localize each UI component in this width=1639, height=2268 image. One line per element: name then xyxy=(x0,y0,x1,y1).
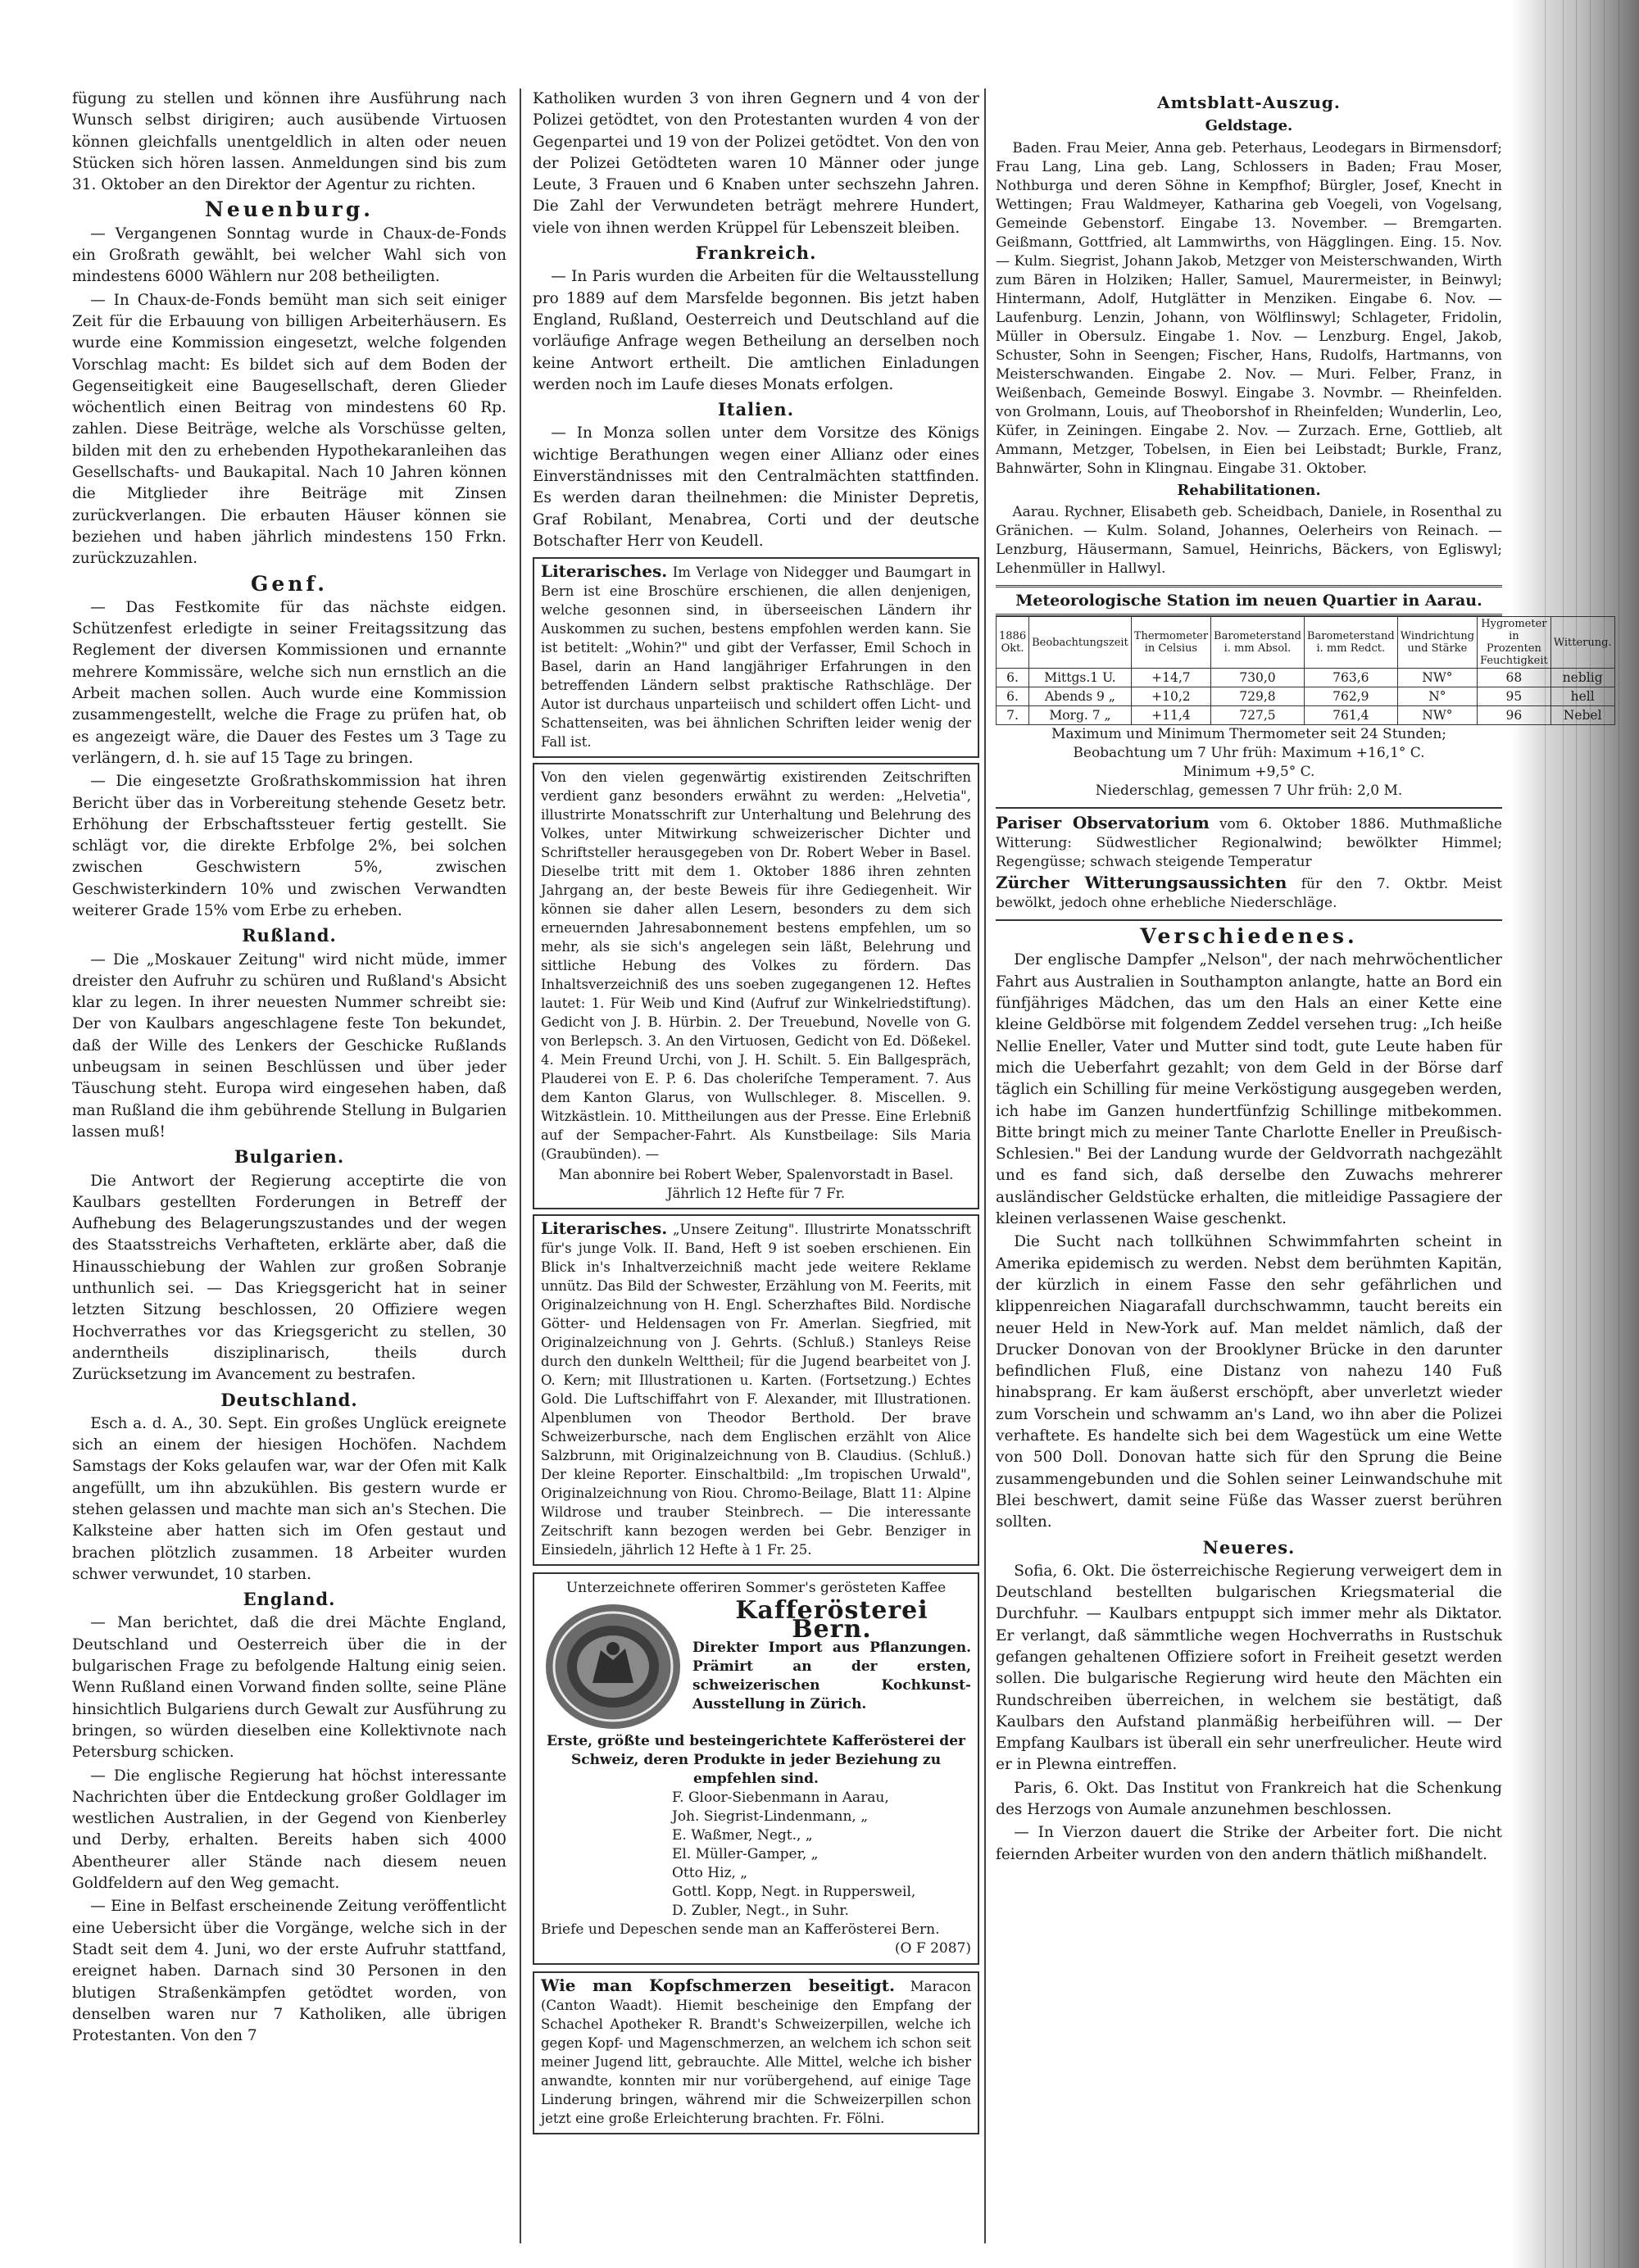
ad-vendor: F. Gloor-Siebenmann in Aarau, xyxy=(672,1789,889,1807)
table-cell: +11,4 xyxy=(1131,706,1210,725)
subheading-rehabilitationen: Rehabilitationen. xyxy=(1177,481,1321,499)
table-cell: 96 xyxy=(1478,706,1551,725)
table-header: Barometerstand i. mm Absol. xyxy=(1211,617,1305,669)
paragraph: — Die „Moskauer Zeitung" wird nicht müde, immer dreister den Aufruhr zu schüren und Rußland's Absicht klar zu legen. In ihrer neuesten Nummer schreibt sie: Der von Kaulbars angeschlagene feste Ton bekundet, daß der Wille des Lenkers der Geschicke Rußlands unbeugsam in seinen Beschlüssen und über jeder Täuschung steht. Europa wird eingesehen haben, daß man Rußland die ihm gebührende Stellung in Bulgarien lassen muß! xyxy=(72,950,506,1141)
ad-vendor: El. Müller-Gamper, „ xyxy=(672,1846,819,1863)
table-cell: hell xyxy=(1550,687,1614,706)
table-cell: Abends 9 „ xyxy=(1029,687,1132,706)
notice-label: Literarisches. xyxy=(541,1218,668,1239)
section-heading-neuenburg: Neuenburg. xyxy=(204,197,375,222)
paragraph: — In Monza sollen unter dem Vorsitze des Königs wichtige Berathungen wegen einer Allianz oder eines Einverständnisses mit den Centralmächten stattfinden. Es werden daran theilnehmen: die Minister Depretis, Graf Robilant, Menabrea, Corti und der deutsche Botschafter Herr von Keudell. xyxy=(533,424,979,550)
table-header: Barometerstand i. mm Redct. xyxy=(1304,617,1397,669)
forecast-label: Zürcher Witterungsaussichten xyxy=(996,873,1287,893)
paragraph: — Vergangenen Sonntag wurde in Chaux-de-Fonds ein Großrath gewählt, bei welcher Wahl sich von mindestens 6000 Wählern nur 208 betheiligten. xyxy=(72,225,506,286)
table-cell: 68 xyxy=(1478,669,1551,687)
ad-vendor: E. Waßmer, Negt., „ xyxy=(672,1827,813,1844)
weather-note: Maximum und Minimum Thermometer seit 24 Stunden; xyxy=(1051,726,1447,743)
divider xyxy=(996,919,1502,921)
paragraph: Die Antwort der Regierung acceptirte die von Kaulbars gestellten Forderungen in Betreff der Aufhebung des Belagerungszustandes und der wegen des Staatsstreichs Verhafteten, erklärte aber, daß die Hinausschiebung der Wahlen zur großen Sobranje unthunlich sei. — Das Kriegsgericht hat in seiner letzten Sitzung beschlossen, 20 Offiziere wegen Hochverrathes vor das Kriegsgericht zu stellen, 30 anderntheils disziplinarisch, theils durch Zurücksetzung im Avancement zu bestrafen. xyxy=(72,1172,506,1384)
table-header: 1886 Okt. xyxy=(997,617,1029,669)
paragraph: — Das Festkomite für das nächste eidgen. Schützenfest erledigte in seiner Freitagssitzung das Reglement der diversen Kommissionen und ernannte mehrere Kommissäre, welche sich nun ernstlich an die Arbeit machen sollen. Auch wurde eine Kommission zusammengestellt, welche die Frage zu prüfen hat, ob es angezeigt wäre, die Dauer des Festes um 3 Tage zu verlängern, d. h. sie auf 15 Tage zu bringen. xyxy=(72,598,506,767)
table-cell: 95 xyxy=(1478,687,1551,706)
weather-note: Niederschlag, gemessen 7 Uhr früh: 2,0 M. xyxy=(1095,782,1403,800)
weather-note: Minimum +9,5° C. xyxy=(1183,764,1315,781)
observatory-text: vom 6. Oktober 1886. Muthmaßliche Witterung: Südwestlicher Regionalwind; bewölkter Himmel; Regengüsse; schwach steigende Temperatur xyxy=(996,816,1502,871)
paragraph: Baden. Frau Meier, Anna geb. Peterhaus, Leodegars in Birmensdorf; Frau Lang, Lina geb. Lang, Schlossers in Baden; Frau Moser, Nothburga und deren Söhne in Kempfhof; Bürgler, Josef, Knecht in Wettingen; Frau Waldmeyer, Katharina geb Voegeli, von Vogelsang, Gemeinde Gebenstorf. Eingabe 13. November. — Bremgarten. Geißmann, Gottfried, alt Lammwirths, von Hägglingen. Eing. 15. Nov. — Kulm. Siegrist, Johann Jakob, Metzger von Meisterschwanden, Wirth zum Bären in Holziken; Haller, Samuel, Maurermeister, in Beinwyl; Hintermann, Adolf, Hutglätter in Menziken. Eingabe 6. Nov. — Laufenburg. Lenzin, Johann, von Wölflinswyl; Schlageter, Fridolin, Müller in Obersulz. Eingabe 1. Nov. — Lenzburg. Engel, Jakob, Schuster, Sohn in Seengen; Fischer, Hans, Rudolfs, Hartmanns, von Meisterschwanden. Eingabe 2. Nov. — Muri. Felber, Franz, in Weißenbach, Gemeinde Boswyl. Eingabe 3. Novmbr. — Rheinfelden. von Grolmann, Louis, auf Theoborshof in Rheinfelden; Wunderlin, Leo, Küfer, in Zeiningen. Eingabe 2. Nov. — Zurzach. Erne, Gottlieb, alt Ammann, Metzger, Tobelsen, in Eien bei Leibstadt; Burkle, Franz, Bahnwärter, Sohn in Klingnau. Eingabe 31. Oktober. xyxy=(996,139,1502,477)
paragraph: — Die eingesetzte Großrathskommission hat ihren Bericht über das in Vorbereitung stehende Gesetz betr. Erhöhung der Erbschaftssteuer fertig gestellt. Sie schlägt vor, die direkte Erbfolge 2%, bei solchen zwischen Geschwistern 5%, zwischen Geschwisterkindern 10% und zwischen Verwandten weiterer Grade 15% vom Erbe zu erheben. xyxy=(72,773,506,919)
divider xyxy=(996,807,1502,809)
section-heading-bulgarien: Bulgarien. xyxy=(234,1146,345,1168)
table-cell: N° xyxy=(1397,687,1477,706)
paragraph: — In Paris wurden die Arbeiten für die Weltausstellung pro 1889 auf dem Marsfelde begonnen. Bis jetzt haben England, Rußland, Oesterreich und Deutschland auf die vorläufige Anfrage wegen Betheilung an derselben noch keine Antwort ertheilt. Die amtlichen Einladungen werden noch im Laufe dieses Monats erfolgen. xyxy=(533,268,979,393)
notice-text xyxy=(541,562,971,751)
table-cell: 730,0 xyxy=(1211,669,1305,687)
ad-vendor: Otto Hiz, „ xyxy=(672,1865,748,1882)
paragraph: Katholiken wurden 3 von ihren Gegnern und 4 von der Polizei getödtet, von den Protestanten wurden 4 von der Gegenpartei und 19 von der Polizei getödtet. Von den von der Polizei Getödteten waren 10 Männer oder junge Leute, 3 Frauen und 6 Knaben unter sechszehn Jahren. Die Zahl der Verwundeten beträgt mehrere Hundert, viele von ihnen werden Krüppel für Lebenszeit bleiben. xyxy=(533,90,979,237)
paragraph: — In Vierzon dauert die Strike der Arbeiter fort. Die nicht feiernden Arbeiter wurden von den andern thätlich mißhandelt. xyxy=(996,1824,1502,1863)
table-cell: 729,8 xyxy=(1211,687,1305,706)
section-heading-amtsblatt: Amtsblatt-Auszug. xyxy=(1157,93,1341,112)
paragraph: Der englische Dampfer „Nelson", der nach mehrwöchentlicher Fahrt aus Australien in Southampton anlangte, hatte an Bord ein fünfjähriges Mädchen, das um den Hals an einer Kette eine kleine Geldbörse mit folgendem Zeddel versehen trug: „Ich heiße Nellie Eneller, Vater und Mutter sind todt, gute Leute haben für mich die Ueberfahrt gezahlt; von dem Geld in der Börse darf täglich ein Schilling für meine Verköstigung ausgegeben werden, ich habe im Ganzen hundertfünfzig Schillinge mitbekommen. Bitte bringt mich zu meiner Tante Charlotte Eneller in Preußisch-Schlesien." Bei der Landung wurde der Geldvorrath nachgezählt und es fand sich, daß derselbe den Zuwachs mehrerer ausländischer Geldstücke erhalten, die mitleidige Passagiere der kleinen verlassenen Waise geschenkt. xyxy=(996,951,1502,1228)
notice-text xyxy=(541,1976,971,2128)
paragraph: — Man berichtet, daß die drei Mächte England, Deutschland und Oesterreich über die in der bulgarischen Frage zu befolgende Haltung einig seien. Wenn Rußland einen Vorwand finden sollte, seine Pläne hinsichtlich Bulgariens durch Gewalt zur Ausführung zu bringen, so würden dieselben eine Kollektivnote nach Petersburg schicken. xyxy=(72,1614,506,1762)
table-cell: +10,2 xyxy=(1131,687,1210,706)
table-cell: Morg. 7 „ xyxy=(1029,706,1132,725)
ad-code: (O F 2087) xyxy=(894,1940,971,1957)
paragraph xyxy=(996,873,1502,913)
section-heading-verschiedenes: Verschiedenes. xyxy=(1140,924,1358,949)
ad-line: Erste, größte und besteingerichtete Kafferösterei der Schweiz, deren Produkte in jeder Beziehung zu empfehlen sind. xyxy=(547,1733,965,1788)
table-cell: 761,4 xyxy=(1304,706,1397,725)
award-medal-icon xyxy=(541,1601,684,1732)
ad-footer: Briefe und Depeschen sende man an Kafferösterei Bern. xyxy=(541,1921,940,1939)
section-heading-deutschland: Deutschland. xyxy=(220,1389,358,1410)
table-header: Beobachtungszeit xyxy=(1029,617,1132,669)
section-heading-genf: Genf. xyxy=(251,571,328,596)
table-header-row xyxy=(997,617,1615,669)
table-cell: NW° xyxy=(1397,669,1477,687)
section-heading-frankreich: Frankreich. xyxy=(695,243,817,264)
table-row xyxy=(997,706,1615,725)
notice-label: Wie man Kopfschmerzen beseitigt. xyxy=(541,1975,895,1996)
weather-table xyxy=(996,616,1615,725)
table-header: Witterung. xyxy=(1550,617,1614,669)
paragraph: — In Chaux-de-Fonds bemüht man sich seit einiger Zeit für die Erbauung von billigen Arbeiterhäusern. Es wurde eine Kommission eingesetzt, welche folgenden Vorschlag macht: Es bildet sich auf dem Boden der Gegenseitigkeit eine Baugesellschaft, deren Glieder wöchentlich einen Beitrag von mindestens 60 Rp. zahlen. Diese Beiträge, welche als Vorschüsse gelten, bilden mit den zu erhebenden Hypothekaranleihen das Gesellschafts- und Baukapital. Nach 10 Jahren können die Mitglieder ihre Beiträge mit Zinsen zurückverlangen. Die erbauten Häuser können sie beziehen und haben jährlich mindestens 150 Frkn. zurückzuzahlen. xyxy=(72,291,506,568)
column-1 xyxy=(72,88,506,2048)
ad-brand-name: Kafferösterei Bern. xyxy=(735,1596,928,1644)
table-cell: neblig xyxy=(1550,669,1614,687)
paragraph: Die Sucht nach tollkühnen Schwimmfahrten scheint in Amerika epidemisch zu werden. Nebst dem berühmten Kapitän, der kürzlich in einem Fasse den sehr gefährlichen und klippenreichen Niagarafall durchschwammn, taucht bereits ein neuer Held in New-York auf. Man meldet nämlich, daß der Drucker Donovan von der Brooklyner Brücke in den darunter befindlichen Fluß, eine Distanz von nahezu 140 Fuß hinabsprang. Er kam äußerst erschöpft, aber unverletzt wieder zum Vorschein und schwamm an's Land, wo ihn aber die Polizei verhaftete. Es handelte sich bei dem Wagestück um eine Wette von 500 Doll. Donovan hatte sich für den Sprung die Beine zusammengebunden und die Sohlen seiner Leinwandschuhe mit Blei beschwert, damit seine Füße das Wasser zuerst berühren sollten. xyxy=(996,1233,1502,1531)
paragraph: — Die englische Regierung hat höchst interessante Nachrichten über die Entdeckung großer Goldlager im westlichen Australien, in der Gegend von Kienberley und Derby, erhalten. Bereits haben sich 4000 Abentheurer aller Stände nach diesem neuen Goldfeldern auf den Weg gemacht. xyxy=(72,1767,506,1893)
table-header: Windrichtung und Stärke xyxy=(1397,617,1477,669)
table-header: Hygrometer in Prozenten Feuchtigkeit xyxy=(1478,617,1551,669)
section-heading-russland: Rußland. xyxy=(242,925,337,946)
table-cell: 763,6 xyxy=(1304,669,1397,687)
literary-notice-2 xyxy=(533,1214,979,1566)
table-cell: Nebel xyxy=(1550,706,1614,725)
paragraph: Sofia, 6. Okt. Die österreichische Regierung verweigert dem in Deutschland bestellten bulgarischen Kriegsmaterial die Durchfuhr. — Kaulbars entpuppt sich immer mehr als Diktator. Er verlangt, daß sämmtliche wegen Hochverraths in Rustschuk gefangen gehaltenen Offiziere sofort in Freiheit gesetzt werden sollen. Die bulgarische Regierung wird heute den Mächten ein Rundschreiben überreichen, in welchem sie bestätigt, daß Kaulbars den Aufstand planmäßig herbeiführen will. — Der Empfang Kaulbars ist überall ein sehr unerfreulicher. Heute wird er in Plewna eintreffen. xyxy=(996,1562,1502,1774)
literary-notice-1 xyxy=(533,557,979,758)
coffee-advertisement xyxy=(533,1572,979,1965)
headache-advertisement xyxy=(533,1971,979,2134)
table-row xyxy=(997,669,1615,687)
helvetia-notice xyxy=(533,763,979,1209)
column-rule xyxy=(520,88,521,2243)
table-cell: 762,9 xyxy=(1304,687,1397,706)
notice-body: „Unsere Zeitung". Illustrirte Monatsschrift für's junge Volk. II. Band, Heft 9 ist soeben erschienen. Ein Blick in's Inhaltverzeichniß macht jede weitere Reklame unnütz. Das Bild der Schwester, Erzählung von M. Feerits, mit Originalzeichnung von H. Engl. Scherzhaftes Bild. Nordische Götter- und Heldensagen von Fr. Amerlan. Siegfried, mit Originalzeichnung von J. Gehrts. (Schluß.) Stanleys Reise durch den dunkeln Welttheil; für die Jugend bearbeitet von J. O. Kern; mit Illustrationen u. Karten. (Fortsetzung.) Echtes Gold. Die Luftschiffahrt von F. Alexander, mit Illustrationen. Alpenblumen von Theodor Berthold. Der brave Schweizerbursche, nach dem Englischen erzählt von Alice Salzbrunn, mit Originalzeichnung von B. Claudius. (Schluß.) Der kleine Reporter. Einschaltbild: „Im tropischen Urwald", Originalzeichnung von Riou. Chromo-Beilage, Blatt 11: Alpine Wildrose und trauber Steinbrech. — Die interessante Zeitschrift kann bezogen werden bei Gebr. Benziger in Einsiedeln, jährlich 12 Hefte à 1 Fr. 25. xyxy=(541,1222,971,1558)
newspaper-page xyxy=(72,88,1612,2243)
column-rule xyxy=(984,88,986,2243)
notice-text xyxy=(541,1219,971,1559)
ad-intro: Unterzeichnete offeriren Sommer's gerösteten Kaffee xyxy=(565,1580,947,1597)
ad-line: Direkter Import aus Pflanzungen. Prämirt an der ersten, schweizerischen Kochkunst-Ausstellung in Zürich. xyxy=(692,1640,971,1713)
section-heading-italien: Italien. xyxy=(717,399,795,420)
table-cell: 6. xyxy=(997,669,1029,687)
weather-note: Beobachtung um 7 Uhr früh: Maximum +16,1° C. xyxy=(1073,745,1425,762)
ad-vendor: Joh. Siegrist-Lindenmann, „ xyxy=(672,1808,869,1826)
table-cell: 6. xyxy=(997,687,1029,706)
notice-body: Von den vielen gegenwärtig existirenden Zeitschriften verdient ganz besonders erwähnt zu werden: „Helvetia", illustrirte Monatsschrift zur Unterhaltung und Belehrung des Volkes, unter Mitwirkung schweizerischer Dichter und Schriftsteller herausgegeben von Dr. Robert Weber in Basel. Dieselbe tritt mit dem 1. Oktober 1886 ihren zehnten Jahrgang an, der beste Beweis für ihre Gediegenheit. Wir können sie daher allen Lesern, besonders zu dem sich erneuernden Jahresabonnement bestens empfehlen, um so mehr, als sie sich's angelegen sein läßt, Belehrung und sittliche Hebung des Volkes zu fördern. Das Inhaltsverzeichniß des uns soeben zugegangenen 12. Heftes lautet: 1. Für Weib und Kind (Aufruf zur Winkelriedstiftung). Gedicht von J. B. Hürbin. 2. Der Treuebund, Novelle von G. von Berlepsch. 3. An den Virtuosen, Gedicht von Ed. Dößekel. 4. Mein Freund Urchi, von J. H. Schilt. 5. Ein Ballgespräch, Plauderei von E. P. 6. Das choleriſche Temperament. 7. Aus dem Kanton Glarus, von Wullschleger. 8. Miscellen. 9. Witzkästlein. 10. Mittheilungen aus der Presse. Eine Erlebniß auf der Sempacher-Fahrt. Als Kunstbeilage: Sils Maria (Graubünden). — xyxy=(541,769,971,1163)
table-cell: 727,5 xyxy=(1211,706,1305,725)
paragraph: Aarau. Rychner, Elisabeth geb. Scheidbach, Daniele, in Rosenthal zu Gränichen. — Kulm. Soland, Johannes, Oelerheirs von Reinach. — Lenzburg, Häusermann, Samuel, Heinrichs, Bäckers, von Egliswyl; Lehenmüller in Hallwyl. xyxy=(996,503,1502,577)
notice-body: Im Verlage von Nidegger und Baumgart in Bern ist eine Broschüre erschienen, die allen denjenigen, welche gesonnen sind, in überseeischen Ländern ihr Auskommen zu suchen, bestens empfohlen werden kann. Sie ist betitelt: „Wohin?" und gibt der Verfasser, Emil Schoch in Basel, darin an Hand langjähriger Erfahrungen in den betreffenden Ländern selbst praktische Rathschläge. Der Autor ist durchaus unparteiisch und schildert offen Licht- und Schattenseiten, was bei ähnlichen Schriften leider wenig der Fall ist. xyxy=(541,565,971,751)
table-header: Thermometer in Celsius xyxy=(1131,617,1210,669)
paragraph: fügung zu stellen und können ihre Ausführung nach Wunsch selbst dirigiren; auch ausübende Virtuosen können gleichfalls unentgeldlich in alten oder neuen Stücken sich hören lassen. Anmeldungen sind bis zum 31. Oktober an den Direktor der Agentur zu richten. xyxy=(72,90,506,194)
table-row xyxy=(997,687,1615,706)
column-2 xyxy=(533,88,979,2139)
paragraph: — Eine in Belfast erscheinende Zeitung veröffentlicht eine Uebersicht über die Vorgänge, welche sich in der Stadt seit dem 4. Juni, wo der erste Aufruhr stattfand, ereignet haben. Darnach sind 30 Personen in den blutigen Straßenkämpfen getödtet worden, von denselben waren nur 7 Katholiken, alle übrigen Protestanten. Von den 7 xyxy=(72,1898,506,2045)
table-cell: NW° xyxy=(1397,706,1477,725)
paragraph: Paris, 6. Okt. Das Institut von Frankreich hat die Schenkung des Herzogs von Aumale anzunehmen beschlossen. xyxy=(996,1779,1502,1819)
ad-vendor: Gottl. Kopp, Negt. in Ruppersweil, xyxy=(672,1884,916,1901)
ad-vendor-list xyxy=(541,1789,971,1921)
notice-subscription: Man abonnire bei Robert Weber, Spalenvorstadt in Basel. Jährlich 12 Hefte für 7 Fr. xyxy=(558,1167,954,1202)
weather-table-title: Meteorologische Station im neuen Quartier in Aarau. xyxy=(996,585,1502,616)
notice-body: Maracon (Canton Waadt). Hiemit bescheinige den Empfang der Schachel Apotheker R. Brandt's Schweizerpillen, welche ich gegen Kopf- und Magenschmerzen, an welchem ich schon seit meiner Jugend litt, gebrauchte. Alle Mittel, welche ich bisher anwandte, konnten mir nur vorübergehend, auf einige Tage Linderung bringen, während mir die Schweizerpillen schon jetzt eine große Erleichterung brachten. Fr. Fölni. xyxy=(541,1979,971,2127)
subheading-geldstage: Geldstage. xyxy=(1205,117,1293,135)
ad-vendor: D. Zubler, Negt., in Suhr. xyxy=(672,1903,849,1920)
forecast-text: für den 7. Oktbr. Meist bewölkt, jedoch ohne erhebliche Niederschläge. xyxy=(996,876,1502,912)
observatory-label: Pariser Observatorium xyxy=(996,813,1210,833)
section-heading-england: England. xyxy=(243,1589,336,1610)
notice-label: Literarisches. xyxy=(541,561,668,582)
table-cell: 7. xyxy=(997,706,1029,725)
section-heading-neueres: Neueres. xyxy=(1202,1536,1296,1558)
book-spine xyxy=(1512,0,1639,2268)
column-3 xyxy=(996,88,1612,1867)
paragraph xyxy=(996,814,1502,872)
paragraph: Esch a. d. A., 30. Sept. Ein großes Unglück ereignete sich an einem der hiesigen Hochöfen. Nachdem Samstags der Koks gelaufen war, war der Ofen mit Kalk angefüllt, um ihn abzukühlen. Bis gestern wurde er stehen gelassen und machte man sich an's Stechen. Die Kalksteine aber hatten sich im Ofen gestaut und brachen plötzlich zusammen. 18 Arbeiter wurden schwer verwundet, 10 starben. xyxy=(72,1414,506,1583)
table-cell: +14,7 xyxy=(1131,669,1210,687)
table-cell: Mittgs.1 U. xyxy=(1029,669,1132,687)
